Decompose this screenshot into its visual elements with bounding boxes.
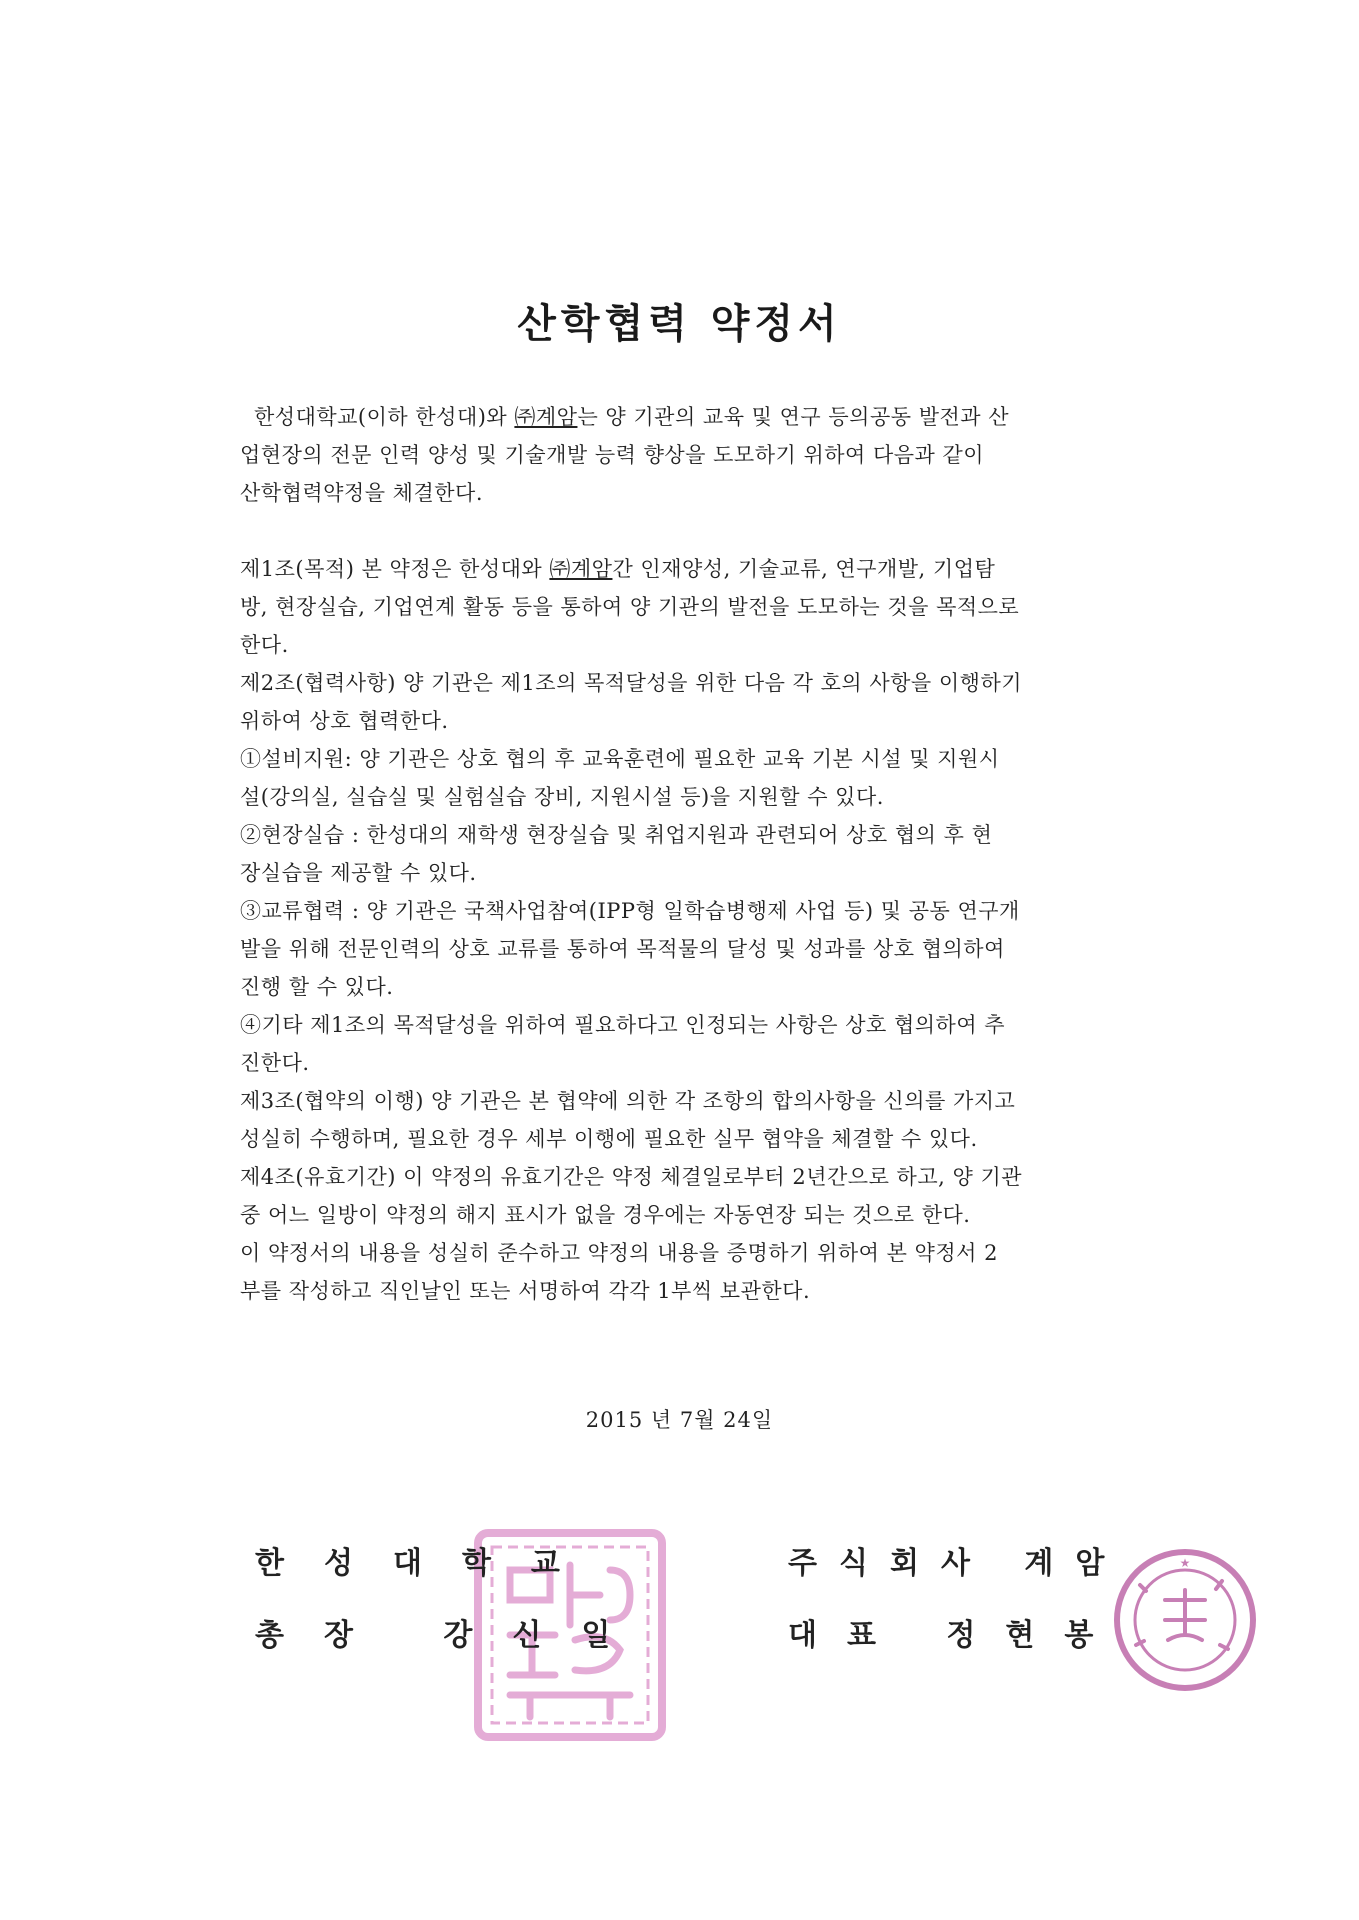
article-line: ③교류협력 : 양 기관은 국책사업참여(IPP형 일학습병행제 사업 등) 및 공동 연구개 [240, 899, 1020, 923]
article-line: 부를 작성하고 직인날인 또는 서명하여 각각 1부씩 보관한다. [240, 1279, 811, 1303]
page-title: 산학협력 약정서 [517, 300, 842, 347]
article-line: 장실습을 제공할 수 있다. [240, 861, 477, 885]
article-line: 제3조(협약의 이행) 양 기관은 본 협약에 의한 각 조항의 합의사항을 신의를 가지고 [240, 1089, 1016, 1113]
article-line: ①설비지원: 양 기관은 상호 협의 후 교육훈련에 필요한 교육 기본 시설 및 지원시 [240, 747, 1000, 771]
articles [240, 550, 1140, 1310]
text-segment: 간 인재양성, 기술교류, 연구개발, 기업탐 [612, 557, 996, 581]
text-segment: 제1조(목적) 본 약정은 한성대와 [240, 557, 550, 581]
company-seal-icon [1110, 1545, 1260, 1695]
article-line [240, 550, 1140, 588]
article-line: ②현장실습 : 한성대의 재학생 현장실습 및 취업지원과 관련되어 상호 협의 후 현 [240, 823, 993, 847]
signature-left-rep [255, 1610, 650, 1654]
preamble-line: 업현장의 전문 인력 양성 및 기술개발 능력 향상을 도모하기 위하여 다음과 같이 [240, 443, 985, 467]
article-line: 위하여 상호 협력한다. [240, 709, 449, 733]
article-line: 진한다. [240, 1051, 310, 1075]
preamble [240, 398, 1140, 512]
article-line: 성실히 수행하며, 필요한 경우 세부 이행에 필요한 실무 협약을 체결할 수 있다. [240, 1127, 978, 1151]
article-line: 중 어느 일방이 약정의 해지 표시가 없을 경우에는 자동연장 되는 것으로 한다. [240, 1203, 971, 1227]
article-line: 방, 현장실습, 기업연계 활동 등을 통하여 양 기관의 발전을 도모하는 것을 목적으로 [240, 595, 1020, 619]
article-line: 설(강의실, 실습실 및 실험실습 장비, 지원시설 등)을 지원할 수 있다. [240, 785, 884, 809]
left-org-name: 한성대학교 [255, 1546, 600, 1581]
article-line: ④기타 제1조의 목적달성을 위하여 필요하다고 인정되는 사항은 상호 협의하여 추 [240, 1013, 1006, 1037]
article-line: 한다. [240, 633, 289, 657]
right-org-name: 주식회사 계암 [788, 1546, 1127, 1581]
article-line: 제4조(유효기간) 이 약정의 유효기간은 약정 체결일로부터 2년간으로 하고, 양 기관 [240, 1165, 1023, 1189]
signature-right-org [788, 1538, 1126, 1582]
agreement-date: 2015 년 7월 24일 [585, 1408, 774, 1432]
svg-text:★: ★ [1179, 1556, 1191, 1570]
left-rep-name: 총장 강신일 [255, 1618, 651, 1653]
preamble-line [240, 398, 1140, 436]
article-line: 발을 위해 전문인력의 상호 교류를 통하여 목적물의 달성 및 성과를 상호 협의하여 [240, 937, 1005, 961]
text-segment: 한성대학교(이하 한성대)와 [254, 405, 515, 429]
signature-left-org [255, 1538, 600, 1582]
company-name-underlined: ㈜계암 [549, 557, 613, 581]
text-segment: 는 양 기관의 교육 및 연구 등의공동 발전과 산 [577, 405, 1010, 429]
right-rep-name: 대표 정현봉 [788, 1618, 1124, 1653]
article-line: 제2조(협력사항) 양 기관은 제1조의 목적달성을 위한 다음 각 호의 사항을 이행하기 [240, 671, 1023, 695]
article-line: 진행 할 수 있다. [240, 975, 394, 999]
signature-right-rep [788, 1610, 1123, 1654]
article-line: 이 약정서의 내용을 성실히 준수하고 약정의 내용을 증명하기 위하여 본 약정서 2 [240, 1241, 998, 1265]
company-name-underlined: ㈜계암 [514, 405, 578, 429]
preamble-line: 산학협력약정을 체결한다. [240, 481, 483, 505]
